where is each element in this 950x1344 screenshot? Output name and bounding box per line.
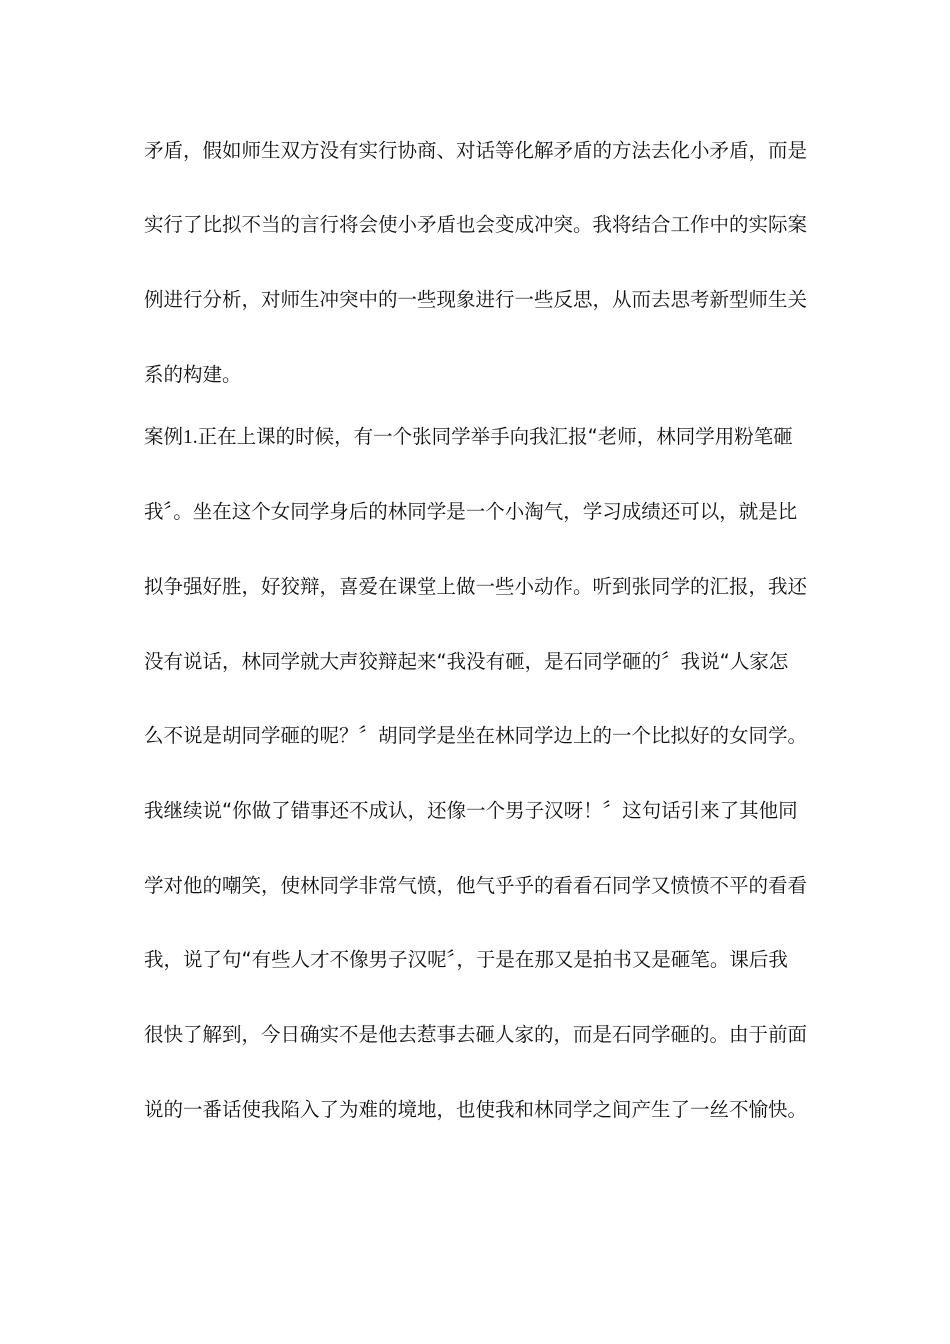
case-number: 1. [183,427,198,448]
case-text: 正在上课的时候，有一个张同学举手向我汇报“老师，林同学用粉笔砸 [197,425,793,448]
case-line: 么不说是胡同学砸的呢？〞胡同学是坐在林同学边上的一个比拟好的女同学。 [144,724,808,747]
case-line: 我，说了句“有些人才不像男子汉呢〞，于是在那又是拍书又是砸笔。课后我 [144,948,788,971]
case-label: 案例 [144,425,184,448]
case-line: 说的一番话使我陷入了为难的境地，也使我和林同学之间产生了一丝不愉快。 [144,1098,808,1121]
case-line: 没有说话，林同学就大声狡辩起来“我没有砸，是石同学砸的〞我说“人家怎 [144,650,789,673]
paragraph-line: 例进行分析，对师生冲突中的一些现象进行一些反思，从而去思考新型师生关 [144,288,808,311]
case-heading-line [144,424,809,451]
case-line: 我继续说“你做了错事还不成认，还像一个男子汉呀！〞这句话引来了其他同 [144,799,798,822]
paragraph-line: 系的构建。 [144,363,242,386]
case-line: 拟争强好胜，好狡辩，喜爱在课堂上做一些小动作。听到张同学的汇报，我还 [144,575,808,598]
case-line: 我〞。坐在这个女同学身后的林同学是一个小淘气，学习成绩还可以，就是比 [144,500,798,523]
case-line: 很快了解到，今日确实不是他去惹事去砸人家的，而是石同学砸的。由于前面 [144,1023,808,1046]
paragraph-line: 实行了比拟不当的言行将会使小矛盾也会变成冲突。我将结合工作中的实际案 [144,213,808,236]
paragraph-line: 矛盾，假如师生双方没有实行协商、对话等化解矛盾的方法去化小矛盾，而是 [144,139,808,162]
case-line: 学对他的嘲笑，使林同学非常气愤，他气乎乎的看看石同学又愤愤不平的看看 [144,874,808,897]
